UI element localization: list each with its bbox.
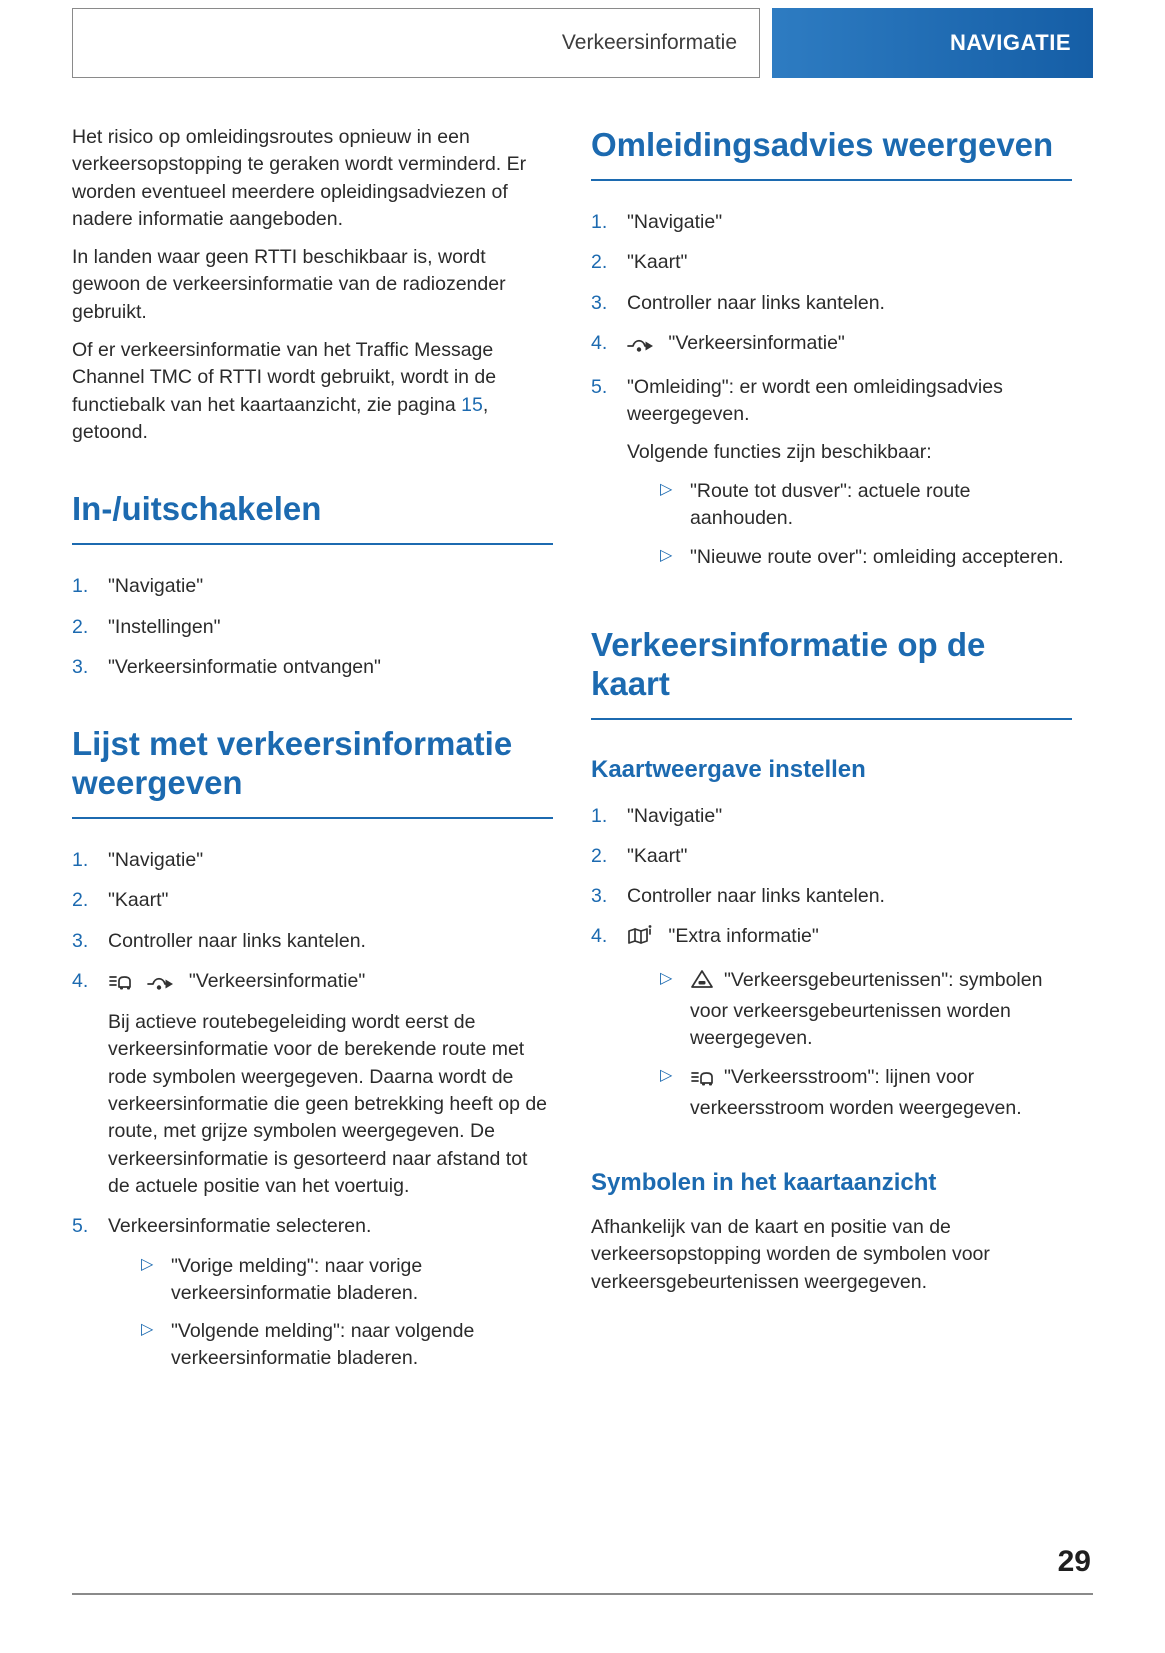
list-item bbox=[72, 1213, 553, 1383]
steps-list bbox=[591, 803, 1072, 1134]
bullet-item bbox=[660, 478, 1072, 533]
step-number: 3. bbox=[72, 655, 89, 678]
sub-bullet-list bbox=[660, 967, 1072, 1122]
traffic-jam-icon bbox=[108, 971, 132, 999]
list-item bbox=[591, 803, 1072, 830]
step-number: 1. bbox=[72, 848, 89, 871]
steps-list bbox=[591, 209, 1072, 582]
step-content bbox=[627, 374, 1072, 582]
step-number: 1. bbox=[591, 210, 608, 233]
triangle-bullet-icon: ▷ bbox=[660, 969, 673, 987]
list-item bbox=[72, 573, 553, 600]
step-number: 4. bbox=[72, 969, 89, 992]
step-number: 2. bbox=[591, 251, 608, 274]
step-text: "Navigatie" bbox=[627, 210, 723, 233]
step-text: "Kaart" bbox=[627, 251, 688, 274]
step-text: "Kaart" bbox=[627, 844, 688, 867]
section-heading-lijst-verkeersinformatie: Lijst met verkeersinformatie weergeven bbox=[72, 725, 553, 819]
step-content bbox=[627, 330, 1072, 361]
list-item bbox=[591, 209, 1072, 236]
steps-list bbox=[72, 573, 553, 681]
page-footer bbox=[72, 1545, 1093, 1595]
section-title: NAVIGATIE bbox=[949, 30, 1071, 55]
step-text: "Extra informatie" bbox=[668, 925, 819, 948]
subsection-heading-kaartweergave: Kaartweergave instellen bbox=[591, 755, 866, 783]
step-text: "Verkeersinformatie" bbox=[668, 331, 845, 354]
page-header bbox=[72, 8, 1093, 78]
step-number: 2. bbox=[591, 844, 608, 867]
bullet-item bbox=[141, 1318, 553, 1373]
page-number: 29 bbox=[1057, 1545, 1091, 1578]
step-text: Controller naar links kantelen. bbox=[627, 885, 885, 908]
paragraph-text: , getoond. bbox=[72, 393, 489, 443]
sub-bullet-list bbox=[141, 1253, 553, 1373]
step-text: Verkeersinformatie selecteren. bbox=[108, 1215, 372, 1238]
step-number: 5. bbox=[591, 376, 608, 399]
step-text: Controller naar links kantelen. bbox=[627, 291, 885, 314]
traffic-flow-icon bbox=[690, 1067, 714, 1095]
sub-bullet-list bbox=[660, 478, 1072, 571]
step-text: "Instellingen" bbox=[108, 615, 221, 638]
step-text: "Navigatie" bbox=[108, 575, 204, 598]
paragraph bbox=[72, 337, 553, 446]
list-item bbox=[72, 847, 553, 874]
chapter-header-box bbox=[72, 8, 760, 78]
list-item bbox=[72, 968, 553, 1200]
map-info-icon bbox=[627, 924, 653, 954]
step-detail: Bij actieve routebegeleiding wordt eerst de verkeersinformatie voor de berekende route met rode symbolen weergegeven. Daarna wordt de verkeersinformatie die geen betrekking heeft op de route, met grijze symbolen weergegeven. De verkeersinformatie is gesorteerd naar afstand tot de actuele positie van het voertuig. bbox=[108, 1011, 548, 1197]
paragraph: Afhankelijk van de kaart en positie van de verkeersopstopping worden de symbolen voor verkeersgebeurtenissen weergegeven. bbox=[591, 1216, 990, 1293]
bullet-text-wrap bbox=[690, 1064, 1072, 1123]
step-number: 3. bbox=[591, 291, 608, 314]
footer-divider bbox=[72, 1593, 1093, 1595]
section-heading-in-uitschakelen: In-/uitschakelen bbox=[72, 490, 553, 545]
paragraph: Het risico op omleidingsroutes opnieuw in een verkeersopstopping te geraken wordt verminderd. Er worden eventueel meerdere opleidingsadviezen of nadere informatie aangeboden. bbox=[72, 126, 527, 230]
list-item bbox=[72, 928, 553, 955]
triangle-bullet-icon: ▷ bbox=[141, 1321, 154, 1339]
step-content bbox=[108, 1213, 553, 1383]
bullet-text: "Route tot dusver": actuele route aanhouden. bbox=[690, 480, 971, 530]
step-content bbox=[627, 923, 1072, 1133]
step-content bbox=[108, 968, 553, 1200]
step-text: "Verkeersinformatie" bbox=[188, 969, 366, 992]
bullet-item bbox=[141, 1253, 553, 1308]
step-text: "Omleiding": er wordt een omleidingsadvies weergegeven. bbox=[627, 376, 1003, 426]
step-text: "Navigatie" bbox=[108, 848, 204, 871]
step-text: "Navigatie" bbox=[627, 804, 723, 827]
step-note: Volgende functies zijn beschikbaar: bbox=[627, 440, 932, 463]
triangle-bullet-icon: ▷ bbox=[660, 1066, 673, 1084]
subsection-heading-symbolen: Symbolen in het kaartaanzicht bbox=[591, 1169, 937, 1197]
bullet-text: "Vorige melding": naar vorige verkeersinformatie bladeren. bbox=[171, 1254, 423, 1304]
content-columns bbox=[72, 124, 1093, 1397]
bullet-text: "Verkeersstroom": lijnen voor verkeersstroom worden weergegeven. bbox=[690, 1065, 1022, 1119]
step-number: 1. bbox=[591, 804, 608, 827]
bullet-item bbox=[660, 967, 1072, 1053]
section-heading-verkeersinformatie-kaart: Verkeersinformatie op de kaart bbox=[591, 626, 1072, 720]
list-item bbox=[591, 330, 1072, 361]
right-column bbox=[591, 124, 1072, 1397]
chapter-title: Verkeersinformatie bbox=[561, 31, 737, 54]
detour-arrow-icon bbox=[627, 333, 653, 361]
bullet-text: "Nieuwe route over": omleiding accepteren. bbox=[690, 545, 1064, 568]
step-text: "Kaart" bbox=[108, 889, 169, 912]
list-item bbox=[72, 654, 553, 681]
section-header-band bbox=[772, 8, 1093, 78]
traffic-event-warning-icon bbox=[690, 968, 714, 998]
step-number: 2. bbox=[72, 889, 89, 912]
step-number: 2. bbox=[72, 615, 89, 638]
list-item bbox=[72, 614, 553, 641]
paragraph-text: Of er verkeersinformatie van het Traffic Message Channel TMC of RTTI wordt gebruikt, wordt in de functiebalk van het kaartaanzicht, zie pagina bbox=[72, 339, 497, 416]
page-link-15[interactable]: 15 bbox=[461, 393, 483, 416]
step-number: 4. bbox=[591, 925, 608, 948]
step-text: Controller naar links kantelen. bbox=[108, 929, 366, 952]
triangle-bullet-icon: ▷ bbox=[141, 1255, 154, 1273]
list-item bbox=[591, 290, 1072, 317]
section-heading-omleidingsadvies: Omleidingsadvies weergeven bbox=[591, 126, 1072, 181]
paragraph: In landen waar geen RTTI beschikbaar is, wordt gewoon de verkeersinformatie van de radiozender gebruikt. bbox=[72, 246, 506, 323]
bullet-text-wrap bbox=[690, 967, 1072, 1053]
step-number: 5. bbox=[72, 1215, 89, 1238]
step-text: "Verkeersinformatie ontvangen" bbox=[108, 655, 381, 678]
list-item bbox=[72, 887, 553, 914]
list-item bbox=[591, 249, 1072, 276]
bullet-item bbox=[660, 1064, 1072, 1123]
list-item bbox=[591, 883, 1072, 910]
bullet-text: "Verkeersgebeurtenissen": symbolen voor verkeersgebeurtenissen worden weergegeven. bbox=[690, 968, 1043, 1050]
step-number: 3. bbox=[72, 929, 89, 952]
steps-list bbox=[72, 847, 553, 1384]
bullet-item bbox=[660, 544, 1072, 571]
left-column bbox=[72, 124, 553, 1397]
detour-arrow-icon bbox=[147, 971, 173, 999]
list-item bbox=[591, 374, 1072, 582]
step-number: 3. bbox=[591, 885, 608, 908]
list-item bbox=[591, 843, 1072, 870]
triangle-bullet-icon: ▷ bbox=[660, 481, 673, 499]
step-number: 1. bbox=[72, 575, 89, 598]
triangle-bullet-icon: ▷ bbox=[660, 546, 673, 564]
bullet-text: "Volgende melding": naar volgende verkeersinformatie bladeren. bbox=[171, 1320, 475, 1370]
list-item bbox=[591, 923, 1072, 1133]
step-number: 4. bbox=[591, 331, 608, 354]
